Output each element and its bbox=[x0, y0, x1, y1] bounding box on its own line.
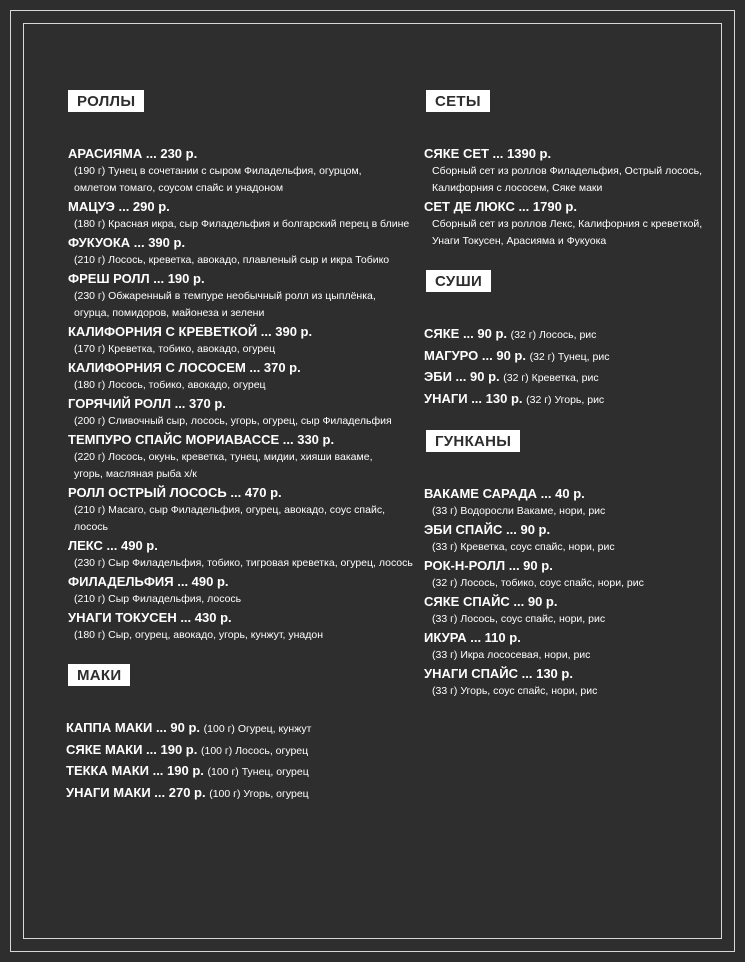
maki-item-description: (100 г) Угорь, огурец bbox=[209, 787, 309, 800]
gunkan-item bbox=[424, 484, 724, 520]
gunkan-item bbox=[424, 592, 724, 628]
roll-item-description: (180 г) Сыр, огурец, авокадо, угорь, кунжут, унадон bbox=[74, 629, 324, 641]
gunkan-item-title: ВАКАМЕ САРАДА ... 40 р. bbox=[424, 486, 585, 501]
maki-item-title: УНАГИ МАКИ ... 270 р. bbox=[66, 784, 210, 800]
roll-item bbox=[66, 536, 416, 572]
set-item bbox=[424, 197, 724, 250]
roll-item-description: (210 г) Лосось, креветка, авокадо, плавленый сыр и икра Тобико bbox=[74, 254, 390, 266]
gunkan-item bbox=[424, 520, 724, 556]
roll-item-title: УНАГИ ТОКУСЕН ... 430 р. bbox=[68, 610, 232, 625]
roll-item-title: МАЦУЭ ... 290 р. bbox=[68, 199, 170, 214]
roll-item-title: РОЛЛ ОСТРЫЙ ЛОСОСЬ ... 470 р. bbox=[68, 485, 282, 500]
roll-item-title: КАЛИФОРНИЯ С КРЕВЕТКОЙ ... 390 р. bbox=[68, 324, 313, 339]
section-heading-sets: СЕТЫ bbox=[426, 90, 490, 112]
gunkan-item-description: (33 г) Лосось, соус спайс, нори, рис bbox=[432, 613, 606, 625]
roll-item-title: ФРЕШ РОЛЛ ... 190 р. bbox=[68, 271, 205, 286]
roll-item bbox=[66, 144, 416, 197]
maki-item bbox=[66, 783, 416, 805]
set-item-description: Калифорния с лососем, Сяке маки bbox=[432, 182, 603, 194]
sushi-item-description: (32 г) Лосось, рис bbox=[510, 329, 597, 341]
gunkan-item bbox=[424, 628, 724, 664]
right-column bbox=[424, 90, 724, 700]
set-item-title: СЕТ ДЕ ЛЮКС ... 1790 р. bbox=[424, 199, 577, 214]
roll-item-title: АРАСИЯМА ... 230 р. bbox=[68, 146, 198, 161]
sushi-item-description: (32 г) Угорь, рис bbox=[526, 393, 605, 406]
gunkan-item bbox=[424, 556, 724, 592]
sushi-item bbox=[424, 346, 724, 368]
roll-item-description: (200 г) Сливочный сыр, лосось, угорь, огурец, сыр Филадельфия bbox=[74, 415, 392, 427]
roll-item bbox=[66, 269, 416, 322]
roll-item bbox=[66, 358, 416, 394]
roll-item-description: (170 г) Креветка, тобико, авокадо, огурец bbox=[74, 343, 276, 355]
section-heading-rolls: РОЛЛЫ bbox=[68, 90, 144, 112]
maki-item-description: (100 г) Тунец, огурец bbox=[207, 766, 309, 778]
roll-item-description: (210 г) Масаго, сыр Филадельфия, огурец, авокадо, соус спайс, лосось bbox=[74, 504, 385, 533]
set-item-description: Сборный сет из роллов Филадельфия, Острый лосось, bbox=[432, 165, 703, 177]
sushi-list bbox=[424, 324, 724, 410]
sushi-item-title: УНАГИ ... 130 р. bbox=[424, 390, 527, 406]
gunkan-item-description: (33 г) Креветка, соус спайс, нори, рис bbox=[432, 541, 615, 553]
roll-item-description: (220 г) Лосось, окунь, креветка, тунец, мидии, хияши вакаме, bbox=[74, 451, 373, 463]
set-item-title: СЯКЕ СЕТ ... 1390 р. bbox=[424, 146, 552, 161]
gunkan-item bbox=[424, 664, 724, 700]
roll-item bbox=[66, 608, 416, 644]
left-column bbox=[66, 90, 416, 804]
maki-list bbox=[66, 718, 416, 804]
gunkan-item-description: (32 г) Лосось, тобико, соус спайс, нори, рис bbox=[432, 577, 644, 589]
gunkan-item-description: (33 г) Угорь, соус спайс, нори, рис bbox=[432, 685, 598, 697]
sushi-item bbox=[424, 367, 724, 389]
roll-item bbox=[66, 430, 416, 483]
roll-item-description: (230 г) Обжаренный в темпуре необычный ролл из цыплёнка, bbox=[74, 290, 376, 302]
roll-item bbox=[66, 394, 416, 430]
sushi-item-title: СЯКЕ ... 90 р. bbox=[424, 326, 511, 341]
sushi-item-description: (32 г) Креветка, рис bbox=[503, 372, 599, 384]
roll-item-description: (230 г) Сыр Филадельфия, тобико, тигровая креветка, огурец, лосось bbox=[74, 557, 413, 569]
roll-item bbox=[66, 322, 416, 358]
maki-item-title: СЯКЕ МАКИ ... 190 р. bbox=[66, 741, 201, 757]
sushi-item bbox=[424, 389, 724, 411]
roll-item-title: ФУКУОКА ... 390 р. bbox=[68, 235, 186, 250]
roll-item-description: огурца, помидоров, майонеза и зелени bbox=[74, 307, 265, 319]
maki-item bbox=[66, 740, 416, 762]
maki-item bbox=[66, 761, 416, 783]
set-item-description: Сборный сет из роллов Лекс, Калифорния с креветкой, bbox=[432, 218, 703, 230]
gunkan-item-description: (33 г) Икра лососевая, нори, рис bbox=[432, 649, 591, 661]
set-item-description: Унаги Токусен, Арасияма и Фукуока bbox=[432, 235, 607, 247]
section-heading-maki: МАКИ bbox=[68, 664, 130, 686]
gunkan-item-title: СЯКЕ СПАЙС ... 90 р. bbox=[424, 594, 558, 609]
roll-item bbox=[66, 197, 416, 233]
roll-item-title: ЛЕКС ... 490 р. bbox=[68, 538, 158, 553]
roll-item-description: (210 г) Сыр Филадельфия, лосось bbox=[74, 593, 242, 605]
gunkan-item-title: РОК-Н-РОЛЛ ... 90 р. bbox=[424, 558, 553, 573]
maki-item-title: ТЕККА МАКИ ... 190 р. bbox=[66, 763, 208, 778]
set-item bbox=[424, 144, 724, 197]
roll-item-description: угорь, масляная рыба х/к bbox=[74, 468, 197, 480]
roll-item-title: ГОРЯЧИЙ РОЛЛ ... 370 р. bbox=[68, 396, 226, 411]
sushi-item-title: МАГУРО ... 90 р. bbox=[424, 347, 530, 363]
gunkan-item-title: ЭБИ СПАЙС ... 90 р. bbox=[424, 522, 551, 537]
rolls-list bbox=[66, 144, 416, 644]
maki-item-description: (100 г) Лосось, огурец bbox=[200, 744, 309, 757]
section-heading-gunkans: ГУНКАНЫ bbox=[426, 430, 520, 452]
gunkan-item-title: УНАГИ СПАЙС ... 130 р. bbox=[424, 666, 573, 681]
gunkan-item-title: ИКУРА ... 110 р. bbox=[424, 630, 521, 645]
sushi-item-description: (32 г) Тунец, рис bbox=[529, 350, 610, 363]
roll-item bbox=[66, 233, 416, 269]
maki-item-description: (100 г) Огурец, кунжут bbox=[203, 723, 312, 735]
roll-item-description: омлетом томаго, соусом спайс и унадоном bbox=[74, 182, 284, 194]
maki-item bbox=[66, 718, 416, 740]
roll-item bbox=[66, 572, 416, 608]
section-heading-sushi: СУШИ bbox=[426, 270, 491, 292]
roll-item-description: (180 г) Лосось, тобико, авокадо, огурец bbox=[74, 379, 266, 391]
sushi-item bbox=[424, 324, 724, 346]
sets-list bbox=[424, 144, 724, 250]
gunkan-item-description: (33 г) Водоросли Вакаме, нори, рис bbox=[432, 505, 606, 517]
roll-item bbox=[66, 483, 416, 536]
roll-item-title: ТЕМПУРО СПАЙС МОРИАВАССЕ ... 330 р. bbox=[68, 432, 335, 447]
gunkans-list bbox=[424, 484, 724, 700]
roll-item-title: КАЛИФОРНИЯ С ЛОСОСЕМ ... 370 р. bbox=[68, 360, 301, 375]
roll-item-title: ФИЛАДЕЛЬФИЯ ... 490 р. bbox=[68, 574, 229, 589]
roll-item-description: (190 г) Тунец в сочетании с сыром Филадельфия, огурцом, bbox=[74, 165, 362, 177]
sushi-item-title: ЭБИ ... 90 р. bbox=[424, 369, 504, 384]
roll-item-description: (180 г) Красная икра, сыр Филадельфия и болгарский перец в блине bbox=[74, 218, 410, 230]
maki-item-title: КАППА МАКИ ... 90 р. bbox=[66, 720, 204, 735]
